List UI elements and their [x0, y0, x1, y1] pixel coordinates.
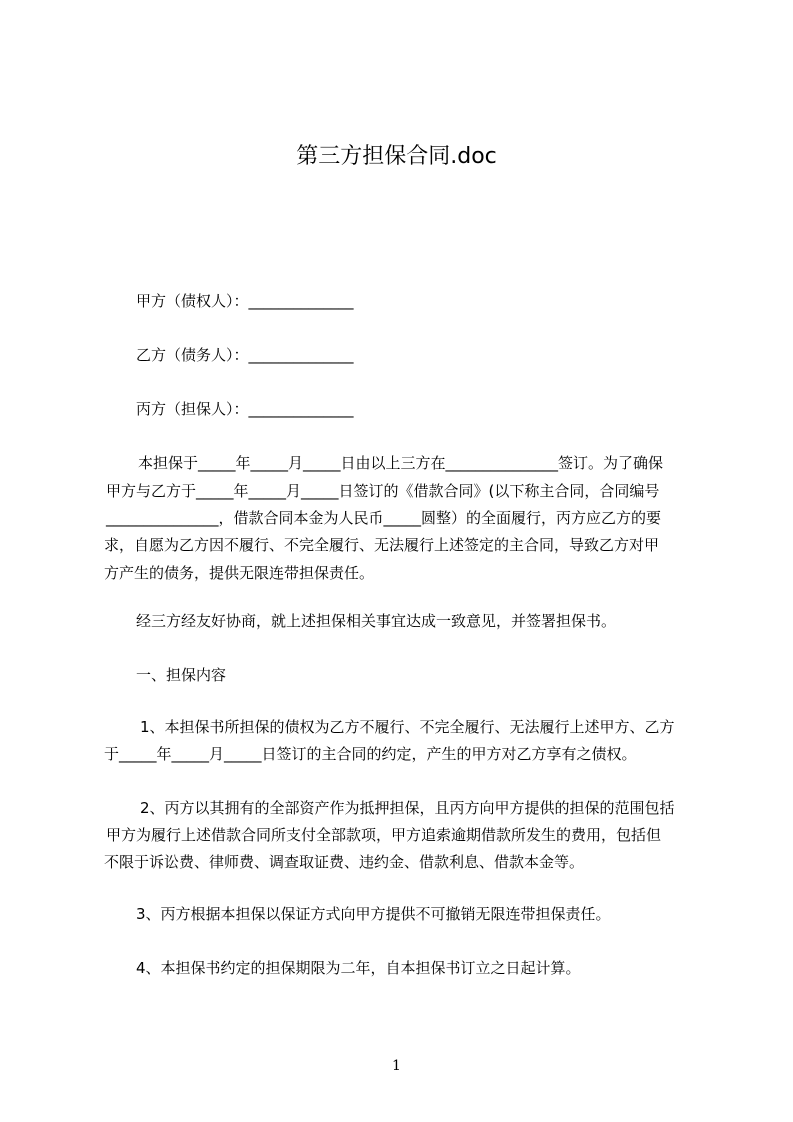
intro-line-5: 方产生的债务，提供无限连带担保责任。 — [104, 564, 375, 582]
clause-2-line-1: 2、丙方以其拥有的全部资产作为抵押担保，且丙方向甲方提供的担保的范围包括 — [140, 799, 675, 817]
clause-2-line-3: 不限于诉讼费、律师费、调查取证费、违约金、借款利息、借款本金等。 — [104, 853, 585, 871]
clause-2-line-2: 甲方为履行上述借款合同所支付全部款项，甲方追索逾期借款所发生的费用，包括但 — [106, 826, 662, 844]
clause-3: 3、丙方根据本担保以保证方式向甲方提供不可撤销无限连带担保责任。 — [136, 905, 611, 923]
intro-line-1: 本担保于_____年_____月_____日由以上三方在_______________签订。为了确保 — [138, 454, 664, 472]
intro-line-4: 求，自愿为乙方因不履行、不完全履行、无法履行上述签定的主合同，导致乙方对甲 — [104, 536, 660, 554]
document-title: 第三方担保合同.doc — [296, 144, 497, 169]
clause-1-line-2: 于_____年_____月_____日签订的主合同的约定，产生的甲方对乙方享有之债权。 — [104, 745, 637, 763]
page-number: 1 — [392, 1058, 401, 1074]
section-1-heading: 一、担保内容 — [136, 666, 227, 684]
intro-line-2: 甲方与乙方于_____年_____月_____日签订的《借款合同》(以下称主合同，合同编号 — [106, 482, 660, 500]
intro-line-3: _______________，借款合同本金为人民币_____圆整）的全面履行，丙方应乙方的要 — [106, 509, 662, 527]
party-b-line: 乙方（债务人）：______________ — [136, 346, 354, 364]
party-a-line: 甲方（债权人）：______________ — [136, 292, 354, 310]
agreement-paragraph: 经三方经友好协商，就上述担保相关事宜达成一致意见，并签署担保书。 — [136, 612, 617, 630]
party-c-line: 丙方（担保人）：______________ — [136, 400, 354, 418]
clause-1-line-1: 1、本担保书所担保的债权为乙方不履行、不完全履行、无法履行上述甲方、乙方 — [140, 718, 675, 736]
clause-4: 4、本担保书约定的担保期限为二年，自本担保书订立之日起计算。 — [136, 959, 581, 977]
